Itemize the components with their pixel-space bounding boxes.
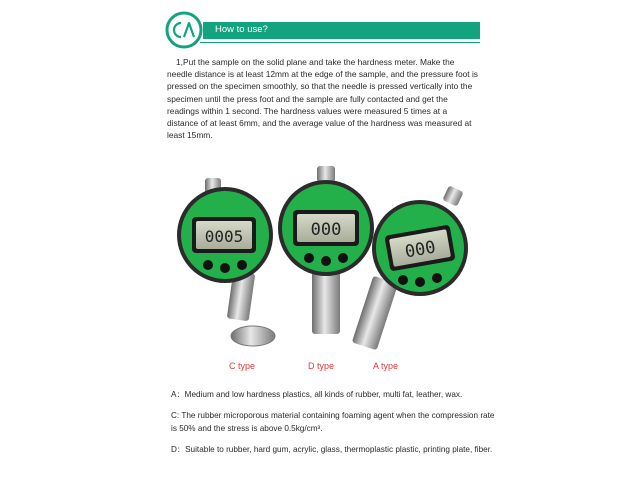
a-type-label: A type (373, 361, 399, 371)
instructions-paragraph: 1,Put the sample on the solid plane and take the hardness meter. Make the needle distance is at least 12mm at the edge of the sample, and the pressure foot is pressed on the specimen smoothly, so that the needle is pressed vertically into the specimen until the press foot and the sample are fully contacted and get the readings within 1 second. The hardness values were measured 5 times at a distance of at least 6mm, and the average value of the hardness was measured at least 15mm. (167, 57, 478, 141)
header-bar (203, 22, 480, 39)
d-type-label: D type (308, 361, 335, 371)
gauge-c-readout: 0005 (204, 227, 244, 246)
type-d-description: D：Suitable to rubber, hard gum, acrylic, glass, thermoplastic plastic, printing plate, fiber. (171, 445, 493, 454)
type-descriptions (171, 388, 501, 464)
type-c-description: C: The rubber microporous material containing foaming agent when the compression rate is 50% and the stress is above 0.5kg/cm³. (171, 411, 495, 433)
brand-logo-icon (164, 10, 204, 50)
header-divider (200, 42, 480, 43)
instructions-text (167, 56, 480, 141)
durometer-c-type (177, 178, 275, 346)
durometer-d-type (278, 166, 374, 334)
type-a-description: A：Medium and low hardness plastics, all kinds of rubber, multi fat, leather, wax. (171, 390, 463, 399)
gauge-d-readout: 000 (310, 220, 342, 240)
gauge-a-readout: 000 (403, 237, 438, 263)
section-title: How to use? (215, 24, 268, 35)
c-type-label: C type (229, 361, 256, 371)
durometer-photo (170, 160, 480, 360)
